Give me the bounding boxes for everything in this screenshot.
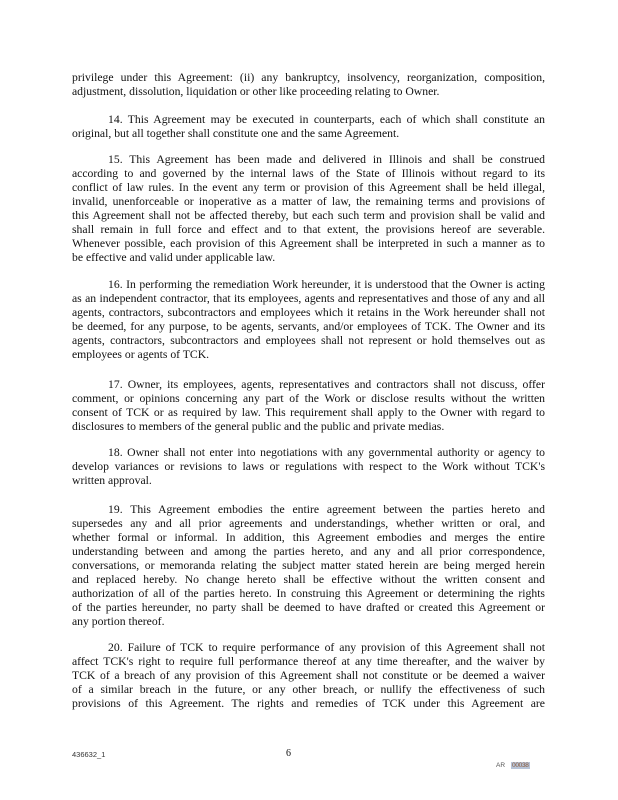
text-line: Whenever possible, each provision of this Agreement shall be interpreted in such a manner as to xyxy=(72,237,545,250)
text-line: conversations, or memoranda relating the subject matter stated herein are being merged herein xyxy=(72,559,545,572)
text-line: understanding between and among the parties hereto, and any and all prior correspondence, xyxy=(72,545,545,558)
paragraph xyxy=(72,113,545,141)
text-line: agents, contractors, subcontractors and employees which it retains in the Work hereunder shall not xyxy=(72,306,545,319)
paragraph xyxy=(72,378,545,434)
text-line: 18. Owner shall not enter into negotiations with any governmental authority or agency to xyxy=(108,446,545,459)
text-line: consent of TCK or as required by law. This requirement shall apply to the Owner with regard to xyxy=(72,406,545,419)
text-line: 17. Owner, its employees, agents, representatives and contractors shall not discuss, offer xyxy=(108,378,545,391)
text-line: 14. This Agreement may be executed in counterparts, each of which shall constitute an xyxy=(108,113,545,126)
text-line: provisions of this Agreement. The rights and remedies of TCK under this Agreement are xyxy=(72,697,545,710)
text-line: shall remain in full force and effect and to that extent, the provisions hereof are severable. xyxy=(72,223,545,236)
text-line: TCK of a breach of any provision of this Agreement shall not constitute or be deemed a waiver xyxy=(72,669,545,682)
text-line: agents, contractors, subcontractors and employees shall not represent or hold themselves out as xyxy=(72,334,545,347)
text-line: 16. In performing the remediation Work hereunder, it is understood that the Owner is acting xyxy=(108,278,545,291)
text-line: original, but all together shall constitute one and the same Agreement. xyxy=(72,127,400,140)
text-line: 19. This Agreement embodies the entire agreement between the parties hereto and xyxy=(108,503,545,516)
text-line: be deemed, for any purpose, to be agents, servants, and/or employees of TCK. The Owner and its xyxy=(72,320,545,333)
text-line: 15. This Agreement has been made and delivered in Illinois and shall be construed xyxy=(108,153,545,166)
text-line: 20. Failure of TCK to require performance of any provision of this Agreement shall not xyxy=(108,641,545,654)
text-line: this Agreement shall not be affected thereby, but each such term and provision shall be valid and xyxy=(72,209,545,222)
text-line: according to and governed by the internal laws of the State of Illinois without regard to its xyxy=(72,167,545,180)
text-line: authorization of all of the parties hereto. In construing this Agreement or determining the rights xyxy=(72,587,545,600)
text-line: be effective and valid under applicable law. xyxy=(72,251,276,264)
text-line: develop variances or revisions to laws or regulations with respect to the Work without TCK's xyxy=(72,460,545,473)
text-line: and replaced hereby. No change hereto shall be effective without the written consent and xyxy=(72,573,545,586)
text-line: supersedes any and all prior agreements and understandings, whether written or oral, and xyxy=(72,517,545,530)
text-line: of the parties hereunder, no party shall be deemed to have drafted or created this Agreement or xyxy=(72,601,545,614)
stamp-prefix: AR xyxy=(496,762,506,769)
text-line: employees or agents of TCK. xyxy=(72,348,210,361)
page-number: 6 xyxy=(286,748,291,759)
text-line: invalid, unenforceable or inoperative as a matter of law, the remaining terms and provisions of xyxy=(72,195,545,208)
paragraph xyxy=(72,153,545,265)
text-line: written approval. xyxy=(72,474,152,487)
text-line: disclosures to members of the general public and the public and private medias. xyxy=(72,420,445,433)
text-line: privilege under this Agreement: (ii) any bankruptcy, insolvency, reorganization, composition, xyxy=(72,71,545,84)
bates-stamp xyxy=(496,762,530,769)
text-line: as an independent contractor, that its employees, agents and representatives and those of any and all xyxy=(72,292,545,305)
document-id: 436632_1 xyxy=(72,750,106,759)
text-line: whether formal or informal. In addition, this Agreement embodies and merges the entire xyxy=(72,531,545,544)
paragraph xyxy=(72,446,545,488)
stamp-number: 00038 xyxy=(512,762,529,769)
paragraph xyxy=(72,641,545,711)
text-line: adjustment, dissolution, liquidation or other like proceeding relating to Owner. xyxy=(72,85,440,98)
text-line: conflict of law rules. In the event any term or provision of this Agreement shall be held illegal, xyxy=(72,181,545,194)
text-line: affect TCK's right to require full performance thereof at any time thereafter, and the waiver by xyxy=(72,655,545,668)
paragraph xyxy=(72,278,545,362)
paragraph xyxy=(72,503,545,629)
text-line: of a similar breach in the future, or any other breach, or nullify the effectiveness of such xyxy=(72,683,545,696)
text-line: any portion thereof. xyxy=(72,615,165,628)
text-line: comment, or opinions concerning any part of the Work or disclose results without the written xyxy=(72,392,545,405)
paragraph xyxy=(72,71,545,99)
